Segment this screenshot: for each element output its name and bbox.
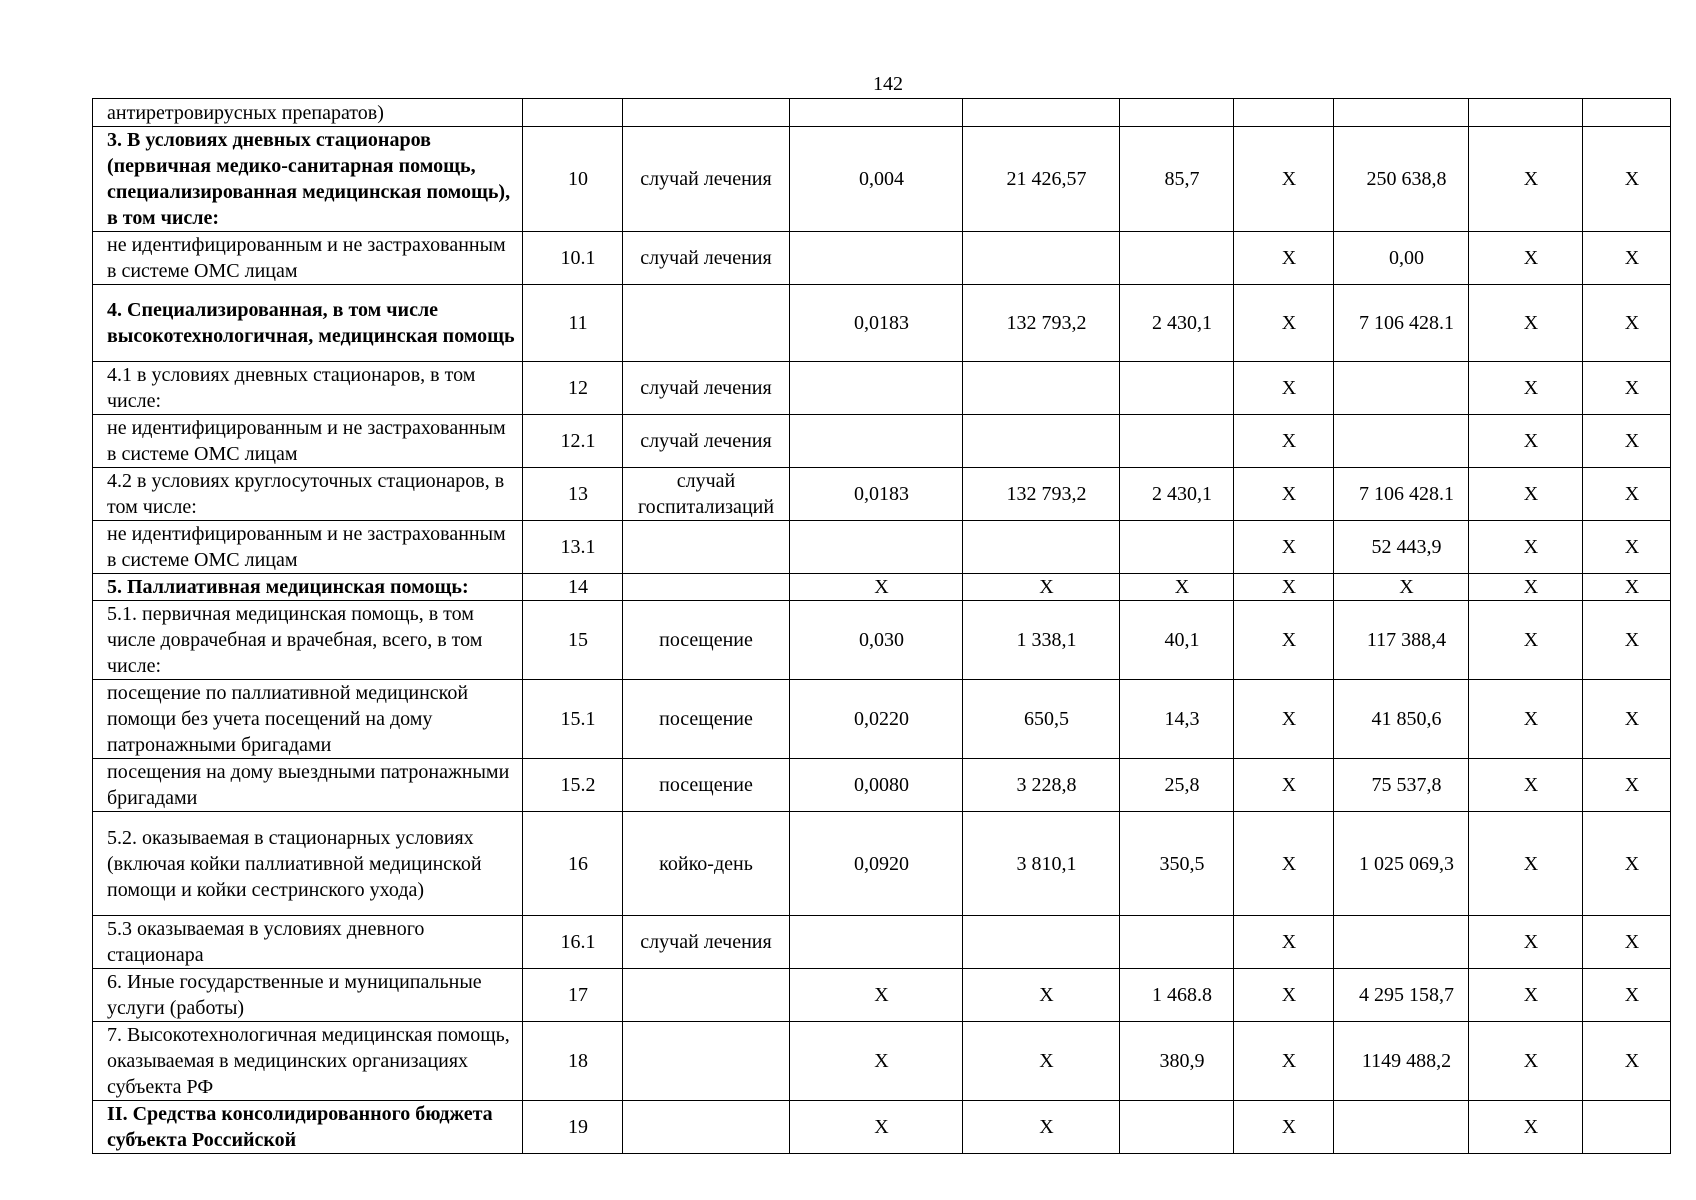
table-cell: X — [1583, 285, 1671, 362]
table-cell — [790, 415, 963, 468]
table-cell: X — [1469, 759, 1583, 812]
table-cell: X — [1469, 812, 1583, 916]
table-cell: 41 850,6 — [1334, 680, 1469, 759]
table-cell: 117 388,4 — [1334, 601, 1469, 680]
table-cell — [1469, 99, 1583, 127]
table-cell: 14,3 — [1120, 680, 1234, 759]
table-cell: случай лечения — [623, 362, 790, 415]
table-cell: 11 — [523, 285, 623, 362]
table-cell: посещения на дому выездными патронажными бригадами — [93, 759, 523, 812]
table-cell: X — [1234, 232, 1334, 285]
table-cell: X — [1469, 680, 1583, 759]
table-cell — [623, 285, 790, 362]
table-cell: посещение — [623, 601, 790, 680]
table-row — [93, 1022, 1671, 1101]
table-cell: 0,004 — [790, 127, 963, 232]
table-cell: X — [1469, 601, 1583, 680]
table-cell: 17 — [523, 969, 623, 1022]
table-cell: X — [1469, 232, 1583, 285]
table-cell: X — [1234, 285, 1334, 362]
table-cell: X — [1583, 969, 1671, 1022]
table-cell — [963, 362, 1120, 415]
table-cell: 132 793,2 — [963, 468, 1120, 521]
table-cell: 350,5 — [1120, 812, 1234, 916]
table-cell: 3. В условиях дневных стационаров (первичная медико-санитарная помощь, специализированная медицинская помощь), в том числе: — [93, 127, 523, 232]
table-cell: 1 468.8 — [1120, 969, 1234, 1022]
table-cell: 0,0080 — [790, 759, 963, 812]
table-cell — [790, 99, 963, 127]
table-cell: 7 106 428.1 — [1334, 285, 1469, 362]
table-cell: X — [1234, 415, 1334, 468]
table-cell: 15.1 — [523, 680, 623, 759]
table-cell: X — [1234, 812, 1334, 916]
table-cell: 7. Высокотехнологичная медицинская помощь, оказываемая в медицинских организациях субъекта РФ — [93, 1022, 523, 1101]
table-cell: 3 810,1 — [963, 812, 1120, 916]
table-cell: 10.1 — [523, 232, 623, 285]
table-cell: 13.1 — [523, 521, 623, 574]
table-cell — [623, 574, 790, 601]
table-cell — [1334, 1101, 1469, 1154]
table-cell: X — [963, 1022, 1120, 1101]
table-cell: 0,0183 — [790, 468, 963, 521]
table-cell — [963, 99, 1120, 127]
table-cell: X — [1583, 1022, 1671, 1101]
table-cell: случай лечения — [623, 232, 790, 285]
table-row — [93, 969, 1671, 1022]
table-cell: 85,7 — [1120, 127, 1234, 232]
table-cell: X — [1469, 468, 1583, 521]
table-row — [93, 127, 1671, 232]
table-cell: антиретровирусных препаратов) — [93, 99, 523, 127]
table-cell — [963, 232, 1120, 285]
table-cell — [963, 521, 1120, 574]
table-cell: 14 — [523, 574, 623, 601]
table-cell: 25,8 — [1120, 759, 1234, 812]
table-cell — [1120, 521, 1234, 574]
table-cell: 4.2 в условиях круглосуточных стационаров, в том числе: — [93, 468, 523, 521]
table-cell — [1120, 916, 1234, 969]
table-cell — [623, 99, 790, 127]
table-cell: 10 — [523, 127, 623, 232]
table-cell: 0,0920 — [790, 812, 963, 916]
table-cell: X — [963, 1101, 1120, 1154]
table-cell: 1149 488,2 — [1334, 1022, 1469, 1101]
table-cell — [1120, 1101, 1234, 1154]
table-row — [93, 812, 1671, 916]
table-row — [93, 1101, 1671, 1154]
table-cell: 12 — [523, 362, 623, 415]
table-cell — [963, 916, 1120, 969]
table-cell: 2 430,1 — [1120, 468, 1234, 521]
table-cell: посещение — [623, 680, 790, 759]
table-cell: 5.1. первичная медицинская помощь, в том числе доврачебная и врачебная, всего, в том числе: — [93, 601, 523, 680]
table-cell — [623, 521, 790, 574]
table-cell: X — [1469, 1022, 1583, 1101]
table-cell: X — [1334, 574, 1469, 601]
table-cell: 40,1 — [1120, 601, 1234, 680]
table-cell — [790, 362, 963, 415]
table-cell: 7 106 428.1 — [1334, 468, 1469, 521]
table-cell: случай лечения — [623, 415, 790, 468]
table-cell: X — [1469, 521, 1583, 574]
table-cell: 132 793,2 — [963, 285, 1120, 362]
table-cell: 75 537,8 — [1334, 759, 1469, 812]
financing-table — [92, 98, 1671, 1154]
table-cell — [790, 232, 963, 285]
table-cell: 4 295 158,7 — [1334, 969, 1469, 1022]
table-cell: не идентифицированным и не застрахованным в системе ОМС лицам — [93, 415, 523, 468]
table-cell: X — [1469, 1101, 1583, 1154]
table-cell — [1120, 99, 1234, 127]
table-cell: X — [1469, 362, 1583, 415]
table-row — [93, 759, 1671, 812]
table-cell: не идентифицированным и не застрахованным в системе ОМС лицам — [93, 521, 523, 574]
table-cell: 16 — [523, 812, 623, 916]
table-cell: X — [1583, 362, 1671, 415]
table-row — [93, 521, 1671, 574]
table-row — [93, 601, 1671, 680]
table-cell: X — [1234, 759, 1334, 812]
table-cell: 1 338,1 — [963, 601, 1120, 680]
table-cell — [623, 1022, 790, 1101]
table-cell: случай госпитализаций — [623, 468, 790, 521]
table-cell: X — [1583, 916, 1671, 969]
table-cell: X — [1234, 468, 1334, 521]
table-cell — [1334, 362, 1469, 415]
table-row — [93, 285, 1671, 362]
table-cell: посещение — [623, 759, 790, 812]
table-row — [93, 415, 1671, 468]
table-cell: X — [1583, 601, 1671, 680]
table-cell: 1 025 069,3 — [1334, 812, 1469, 916]
table-row — [93, 362, 1671, 415]
table-cell: X — [1583, 812, 1671, 916]
table-cell — [623, 969, 790, 1022]
table-cell: X — [1234, 574, 1334, 601]
table-cell — [623, 1101, 790, 1154]
table-cell: 19 — [523, 1101, 623, 1154]
table-cell: X — [1234, 680, 1334, 759]
table-cell: X — [1120, 574, 1234, 601]
table-cell: X — [1469, 969, 1583, 1022]
table-cell: X — [790, 969, 963, 1022]
table-cell: X — [1234, 916, 1334, 969]
table-cell — [1583, 1101, 1671, 1154]
table-cell: II. Средства консолидированного бюджета субъекта Российской — [93, 1101, 523, 1154]
table-cell: 18 — [523, 1022, 623, 1101]
table-row — [93, 916, 1671, 969]
table-cell: 5. Паллиативная медицинская помощь: — [93, 574, 523, 601]
table-cell: X — [790, 1101, 963, 1154]
table-cell: X — [1583, 468, 1671, 521]
table-cell — [790, 521, 963, 574]
table-cell: X — [1234, 362, 1334, 415]
table-row — [93, 680, 1671, 759]
table-cell — [1334, 415, 1469, 468]
table-cell: X — [1234, 127, 1334, 232]
table-cell: посещение по паллиативной медицинской помощи без учета посещений на дому патронажными бригадами — [93, 680, 523, 759]
table-cell: 380,9 — [1120, 1022, 1234, 1101]
table-cell — [1334, 99, 1469, 127]
table-cell — [790, 916, 963, 969]
table-cell: 0,00 — [1334, 232, 1469, 285]
table-cell: X — [963, 969, 1120, 1022]
table-cell: X — [1583, 415, 1671, 468]
table-cell: X — [1583, 232, 1671, 285]
table-cell: 5.2. оказываемая в стационарных условиях (включая койки паллиативной медицинской помощи и койки сестринского ухода) — [93, 812, 523, 916]
table-cell: X — [1583, 127, 1671, 232]
table-cell: X — [1469, 127, 1583, 232]
table-cell: 0,030 — [790, 601, 963, 680]
table-cell: X — [1234, 521, 1334, 574]
table-cell: X — [1583, 521, 1671, 574]
table-cell: 21 426,57 — [963, 127, 1120, 232]
table-cell: 650,5 — [963, 680, 1120, 759]
table-cell: 4. Специализированная, в том числе высокотехнологичная, медицинская помощь — [93, 285, 523, 362]
table-cell: 3 228,8 — [963, 759, 1120, 812]
table-cell — [1120, 362, 1234, 415]
table-cell — [1120, 232, 1234, 285]
table-cell: случай лечения — [623, 127, 790, 232]
table-cell: случай лечения — [623, 916, 790, 969]
table-cell: 5.3 оказываемая в условиях дневного стационара — [93, 916, 523, 969]
table-cell: 52 443,9 — [1334, 521, 1469, 574]
table-cell: X — [1469, 415, 1583, 468]
table-cell — [963, 415, 1120, 468]
table-cell: 0,0220 — [790, 680, 963, 759]
table-cell: 6. Иные государственные и муниципальные услуги (работы) — [93, 969, 523, 1022]
table-cell: X — [1583, 680, 1671, 759]
table-cell — [1234, 99, 1334, 127]
table-cell: не идентифицированным и не застрахованным в системе ОМС лицам — [93, 232, 523, 285]
table-row — [93, 232, 1671, 285]
table-cell: X — [1234, 601, 1334, 680]
table-row — [93, 99, 1671, 127]
table-cell: 250 638,8 — [1334, 127, 1469, 232]
table-row — [93, 468, 1671, 521]
table-cell: 0,0183 — [790, 285, 963, 362]
table-cell: X — [1234, 1022, 1334, 1101]
table-cell: 15.2 — [523, 759, 623, 812]
table-cell: 13 — [523, 468, 623, 521]
table-cell: X — [1469, 574, 1583, 601]
table-row — [93, 574, 1671, 601]
table-cell — [1583, 99, 1671, 127]
table-cell — [1334, 916, 1469, 969]
table-cell: X — [790, 574, 963, 601]
table-cell: X — [1234, 1101, 1334, 1154]
table-cell: 4.1 в условиях дневных стационаров, в том числе: — [93, 362, 523, 415]
table-cell: 2 430,1 — [1120, 285, 1234, 362]
table-cell: 12.1 — [523, 415, 623, 468]
table-cell: X — [963, 574, 1120, 601]
table-cell: X — [1469, 285, 1583, 362]
table-cell: койко-день — [623, 812, 790, 916]
table-cell — [523, 99, 623, 127]
table-cell — [1120, 415, 1234, 468]
table-cell: X — [790, 1022, 963, 1101]
table-cell: 15 — [523, 601, 623, 680]
table-cell: X — [1469, 916, 1583, 969]
page-number: 142 — [873, 73, 903, 95]
table-cell: X — [1234, 969, 1334, 1022]
table-cell: 16.1 — [523, 916, 623, 969]
table-cell: X — [1583, 759, 1671, 812]
table-cell: X — [1583, 574, 1671, 601]
